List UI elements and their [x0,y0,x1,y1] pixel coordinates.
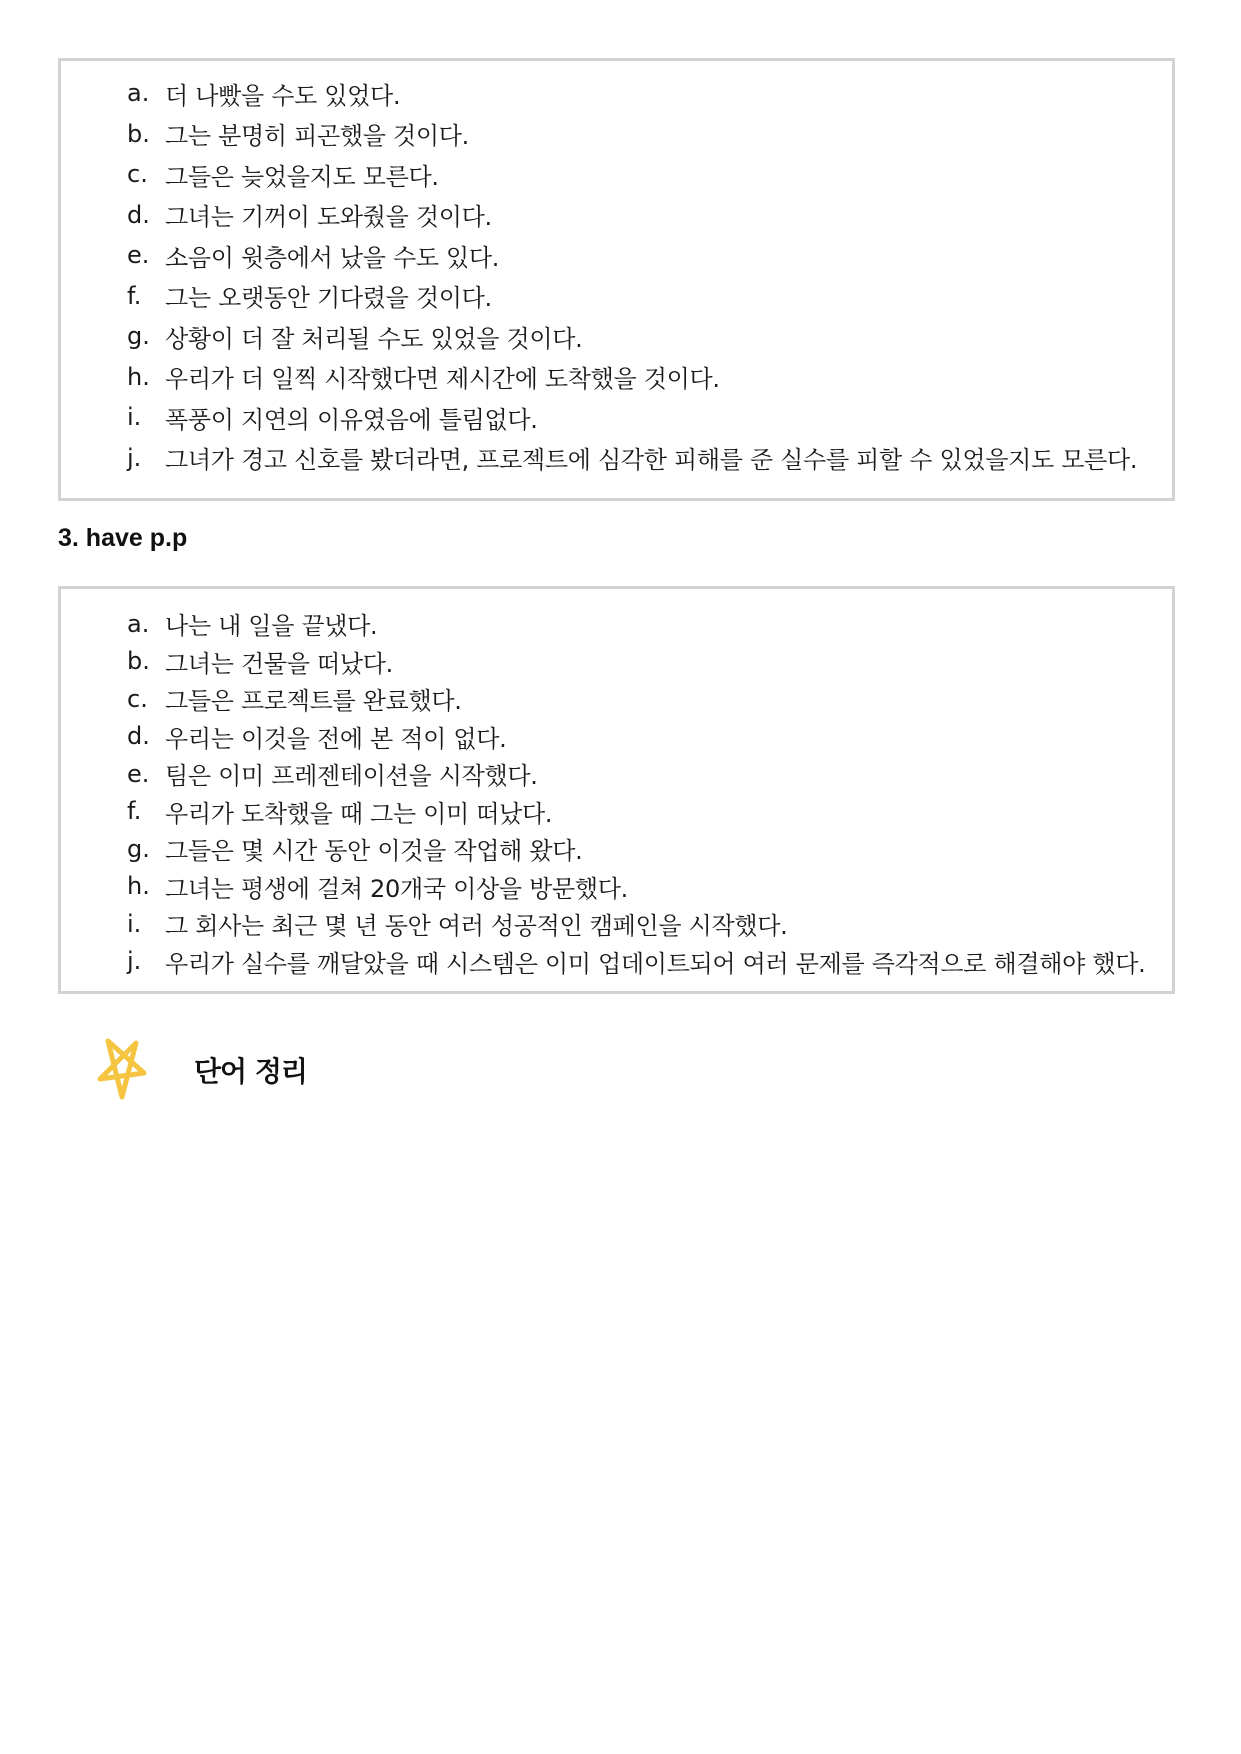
item-marker: c. [127,160,148,189]
item-text: 그 회사는 최근 몇 년 동안 여러 성공적인 캠페인을 시작했다. [165,912,788,941]
item-text: 팀은 이미 프레젠테이션을 시작했다. [165,762,538,791]
item-marker: i. [127,909,142,938]
item-marker: j. [127,443,142,472]
list-item [127,195,1162,236]
list-item [127,73,1162,114]
list-item [127,943,1162,981]
item-text: 우리는 이것을 전에 본 적이 없다. [165,724,507,753]
item-marker: b. [127,119,150,148]
item-text: 그들은 몇 시간 동안 이것을 작업해 왔다. [165,837,583,866]
item-marker: d. [127,722,150,751]
item-marker: e. [127,759,150,788]
item-text: 그녀는 건물을 떠났다. [165,649,393,678]
item-marker: j. [127,947,142,976]
item-text: 나는 내 일을 끝냈다. [165,612,378,641]
item-text: 그는 분명히 피곤했을 것이다. [165,122,469,151]
list-item [127,438,1162,479]
item-text: 그녀가 경고 신호를 봤더라면, 프로젝트에 심각한 피해를 준 실수를 피할 수 있었을지도 모른다. [165,446,1138,475]
item-marker: f. [127,281,142,310]
list-item [127,680,1162,718]
list-item [127,905,1162,943]
item-marker: a. [127,79,150,108]
sentence-box-2 [58,58,1175,501]
item-text: 우리가 실수를 깨달았을 때 시스템은 이미 업데이트되어 여러 문제를 즉각적으로 해결해야 했다. [165,949,1146,978]
list-item [127,357,1162,398]
item-marker: i. [127,403,142,432]
section-heading: 3. have p.p [58,524,188,552]
list-item [127,114,1162,155]
item-marker: d. [127,200,150,229]
item-marker: h. [127,872,150,901]
list-item [127,868,1162,906]
item-marker: f. [127,797,142,826]
list-item [127,154,1162,195]
vocab-title: 단어 정리 [194,1055,307,1088]
item-marker: g. [127,322,150,351]
vocab-header [96,1035,307,1105]
item-text: 상황이 더 잘 처리될 수도 있었을 것이다. [165,324,583,353]
list-item [127,276,1162,317]
list-item [127,755,1162,793]
item-text: 그녀는 기꺼이 도와줬을 것이다. [165,203,492,232]
item-text: 그는 오랫동안 기다렸을 것이다. [165,284,492,313]
list-item [127,718,1162,756]
list-item [127,793,1162,831]
item-marker: h. [127,362,150,391]
item-marker: c. [127,684,148,713]
list-item [127,830,1162,868]
list-item [127,235,1162,276]
list-item [127,643,1162,681]
list-item [127,316,1162,357]
item-text: 그녀는 평생에 걸쳐 20개국 이상을 방문했다. [165,874,628,903]
item-text: 더 나빴을 수도 있었다. [165,81,401,110]
sentence-box-3 [58,586,1175,994]
list-item [127,605,1162,643]
sentence-list-3 [127,605,1162,980]
item-text: 그들은 프로젝트를 완료했다. [165,687,462,716]
item-text: 폭풍이 지연의 이유였음에 틀림없다. [165,405,538,434]
item-marker: g. [127,834,150,863]
item-text: 우리가 더 일찍 시작했다면 제시간에 도착했을 것이다. [165,365,720,394]
list-item [127,397,1162,438]
item-text: 소음이 윗층에서 났을 수도 있다. [165,243,500,272]
item-marker: a. [127,609,150,638]
item-marker: b. [127,647,150,676]
item-text: 우리가 도착했을 때 그는 이미 떠났다. [165,799,553,828]
item-marker: e. [127,241,150,270]
star-icon [96,1037,148,1103]
item-text: 그들은 늦었을지도 모른다. [165,162,439,191]
sentence-list-2 [127,73,1162,478]
